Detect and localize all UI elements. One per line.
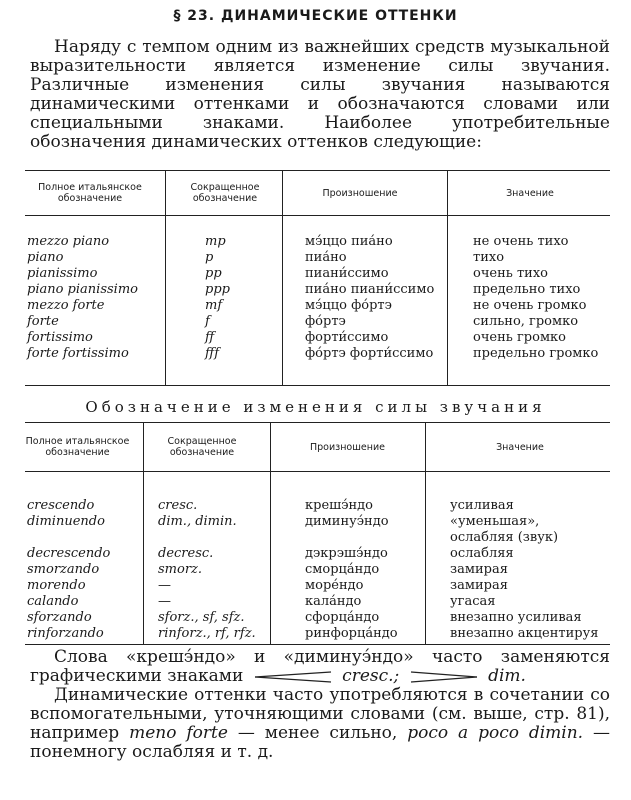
- cresc-label: cresc.;: [342, 666, 400, 686]
- intro-paragraph: [30, 38, 610, 152]
- table-bottom-rule: [25, 385, 610, 386]
- cell-pronunciation: крешэ́ндо: [305, 498, 374, 513]
- header-abbr: Сокращенное обозначение: [167, 436, 237, 458]
- cell-abbr: —: [158, 578, 171, 593]
- cell-abbr: —: [158, 594, 171, 609]
- cell-meaning: не очень тихо: [473, 234, 569, 249]
- example-1: meno forte: [129, 723, 228, 743]
- section-title: Обозначение изменения силы звучания: [85, 398, 546, 416]
- cell-pronunciation: пиани́ссимо: [305, 266, 389, 281]
- cell-abbr: ff: [205, 330, 215, 345]
- changes-table: [25, 422, 610, 641]
- table-row: [25, 314, 610, 330]
- cell-meaning: ослабляя (звук): [450, 530, 559, 545]
- table-row: [25, 546, 610, 562]
- table-row: [25, 250, 610, 266]
- cell-full: decrescendo: [27, 546, 111, 561]
- table-bottom-rule: [25, 644, 610, 645]
- cell-abbr: ppp: [205, 282, 230, 297]
- cell-pronunciation: ринфорца́ндо: [305, 626, 398, 641]
- cell-pronunciation: мэ́ццо пиа́но: [305, 234, 393, 249]
- example-2-meaning: — понемногу ослабляя и т. д.: [30, 723, 611, 762]
- cell-abbr: smorz.: [158, 562, 203, 577]
- cell-pronunciation: сморца́ндо: [305, 562, 380, 577]
- example-1-meaning: — менее сильно,: [237, 723, 398, 743]
- cell-meaning: тихо: [473, 250, 505, 265]
- outro-paragraphs: [30, 648, 610, 762]
- table-row: [25, 626, 610, 642]
- header-pronunciation: Произношение: [322, 187, 398, 199]
- example-2: poco a poco dimin.: [407, 723, 584, 743]
- cell-full: piano: [27, 250, 64, 265]
- cell-full: smorzando: [27, 562, 100, 577]
- cell-meaning: внезапно акцентируя: [450, 626, 599, 641]
- cell-meaning: усиливая: [450, 498, 514, 513]
- cell-full: forte: [27, 314, 59, 329]
- table-row: [25, 234, 610, 250]
- cell-pronunciation: сфорца́ндо: [305, 610, 380, 625]
- table-row: [25, 530, 610, 546]
- header-pronunciation: Произношение: [309, 441, 385, 453]
- cell-pronunciation: форти́ссимо: [305, 330, 389, 345]
- outro-paragraph-1: [30, 648, 610, 686]
- section-heading: § 23. ДИНАМИЧЕСКИЕ ОТТЕНКИ: [173, 8, 458, 24]
- cell-meaning: очень громко: [473, 330, 567, 345]
- cell-full: morendo: [27, 578, 86, 593]
- cell-full: sforzando: [27, 610, 92, 625]
- crescendo-hairpin-icon: [253, 671, 333, 683]
- cell-meaning: замирая: [450, 578, 508, 593]
- header-abbr: Сокращенное обозначение: [190, 182, 260, 204]
- cell-meaning: внезапно усиливая: [450, 610, 582, 625]
- table-row: [25, 578, 610, 594]
- cell-full: pianissimo: [27, 266, 98, 281]
- table-row: [25, 498, 610, 514]
- table-row: [25, 330, 610, 346]
- cell-full: crescendo: [27, 498, 95, 513]
- cell-abbr: mf: [205, 298, 223, 313]
- table-row: [25, 594, 610, 610]
- cell-abbr: decresc.: [158, 546, 214, 561]
- diminuendo-hairpin-icon: [409, 671, 479, 683]
- cell-full: fortissimo: [27, 330, 93, 345]
- intro-text: Наряду с темпом одним из важнейших средств музыкальной выразительности является изменение силы звучания. Различные изменения силы звучания называются динамическими оттенками и обозначаются словами или специальными знаками. Наиболее употребительные обозначения динамических оттенков следующие:: [30, 37, 610, 152]
- cell-pronunciation: фо́ртэ форти́ссимо: [305, 346, 434, 361]
- cell-full: mezzo forte: [27, 298, 105, 313]
- header-full: Полное итальянское обозначение: [38, 182, 142, 204]
- cell-pronunciation: фо́ртэ: [305, 314, 346, 329]
- table-row: [25, 610, 610, 626]
- cell-abbr: p: [205, 250, 214, 265]
- outro-paragraph-2: [30, 686, 610, 762]
- cell-abbr: f: [205, 314, 210, 329]
- cell-pronunciation: море́ндо: [305, 578, 364, 593]
- table-row: [25, 562, 610, 578]
- outro-p2-text: Динамические оттенки часто употребляются в сочетании со вспомогательными, уточняющими словами (см. выше, стр. 81), например: [30, 685, 610, 743]
- header-meaning: Значение: [506, 187, 554, 199]
- table-row: [25, 346, 610, 362]
- cell-meaning: сильно, громко: [473, 314, 579, 329]
- cell-pronunciation: мэ́ццо фо́ртэ: [305, 298, 392, 313]
- table-header: [25, 422, 610, 472]
- cell-full: rinforzando: [27, 626, 104, 641]
- table-header: [25, 170, 610, 216]
- cell-abbr: fff: [205, 346, 220, 361]
- cell-pronunciation: диминуэ́ндо: [305, 514, 389, 529]
- table-row: [25, 266, 610, 282]
- cell-full: forte fortissimo: [27, 346, 129, 361]
- cell-meaning: не очень громко: [473, 298, 587, 313]
- cell-abbr: pp: [205, 266, 222, 281]
- cell-meaning: очень тихо: [473, 266, 549, 281]
- cell-meaning: «уменьшая»,: [450, 514, 540, 529]
- cell-meaning: предельно громко: [473, 346, 599, 361]
- cell-meaning: ослабляя: [450, 546, 514, 561]
- header-full: Полное итальянское обозначение: [25, 436, 130, 458]
- cell-pronunciation: кала́ндо: [305, 594, 362, 609]
- cell-abbr: mp: [205, 234, 226, 249]
- cell-meaning: замирая: [450, 562, 508, 577]
- cell-abbr: rinforz., rf, rfz.: [158, 626, 256, 641]
- cell-abbr: sforz., sf, sfz.: [158, 610, 245, 625]
- cell-pronunciation: дэкрэшэ́ндо: [305, 546, 388, 561]
- cell-pronunciation: пиа́но: [305, 250, 347, 265]
- cell-abbr: cresc.: [158, 498, 198, 513]
- table-row: [25, 514, 610, 530]
- cell-full: mezzo piano: [27, 234, 110, 249]
- cell-full: diminuendo: [27, 514, 105, 529]
- cell-abbr: dim., dimin.: [158, 514, 237, 529]
- dynamics-table: [25, 170, 610, 361]
- table-row: [25, 298, 610, 314]
- cell-full: calando: [27, 594, 79, 609]
- table-row: [25, 282, 610, 298]
- cell-full: piano pianissimo: [27, 282, 138, 297]
- cell-meaning: угасая: [450, 594, 496, 609]
- cell-meaning: предельно тихо: [473, 282, 581, 297]
- dim-label: dim.: [488, 666, 526, 686]
- header-meaning: Значение: [496, 441, 544, 453]
- cell-pronunciation: пиа́но пиани́ссимо: [305, 282, 435, 297]
- outro-p1-text: Слова «крешэ́ндо» и «диминуэ́ндо» часто заменяются графическими знаками: [30, 647, 610, 686]
